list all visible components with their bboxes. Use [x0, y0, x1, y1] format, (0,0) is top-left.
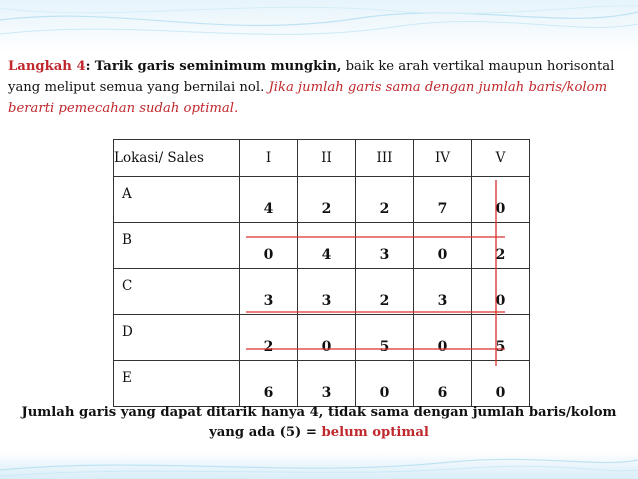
table-cell: 2	[356, 269, 414, 315]
table-cell: 2	[472, 223, 530, 269]
table-cell: 3	[356, 223, 414, 269]
table-row	[114, 177, 530, 223]
table-row	[114, 223, 530, 269]
conclusion-line-2	[12, 423, 626, 443]
table-cell: 0	[414, 315, 472, 361]
step-label: Langkah 4	[8, 59, 86, 74]
table-cell: 6	[240, 361, 298, 407]
step-italic-text: Jika jumlah garis sama dengan jumlah baris/kolom berarti pemecahan sudah optimal.	[8, 80, 608, 116]
column-header: II	[298, 140, 356, 177]
column-header: III	[356, 140, 414, 177]
table-cell: 3	[414, 269, 472, 315]
step-bold-text: Tarik garis seminimum mungkin,	[94, 59, 342, 74]
header-swirl-decoration	[0, 0, 638, 52]
conclusion-highlight: belum optimal	[321, 425, 429, 440]
table-cell: 0	[472, 269, 530, 315]
table-cell: 0	[414, 223, 472, 269]
table-row	[114, 315, 530, 361]
row-label: E	[114, 361, 240, 407]
step-colon: :	[85, 59, 91, 74]
table-cell: 3	[298, 361, 356, 407]
table-cell: 5	[356, 315, 414, 361]
column-header: V	[472, 140, 530, 177]
conclusion-line-1: Jumlah garis yang dapat ditarik hanya 4, tidak sama dengan jumlah baris/kolom	[21, 405, 617, 420]
column-header: IV	[414, 140, 472, 177]
conclusion-prefix: yang ada (5) =	[209, 425, 322, 440]
footer-swirl-decoration	[0, 452, 638, 479]
row-label: A	[114, 177, 240, 223]
table-cell: 2	[240, 315, 298, 361]
table-cell: 6	[414, 361, 472, 407]
assignment-matrix	[113, 139, 530, 407]
table-cell: 0	[356, 361, 414, 407]
row-label: B	[114, 223, 240, 269]
step-normal-text: baik ke arah vertikal maupun horisontal yang meliput semua yang bernilai nol.	[8, 59, 615, 95]
table-cell: 5	[472, 315, 530, 361]
row-label: D	[114, 315, 240, 361]
column-header: I	[240, 140, 298, 177]
table-row	[114, 361, 530, 407]
table-cell: 4	[240, 177, 298, 223]
step-instruction	[8, 56, 632, 119]
table-cell: 2	[356, 177, 414, 223]
table-cell: 7	[414, 177, 472, 223]
conclusion-text	[12, 403, 626, 443]
table-cell: 3	[240, 269, 298, 315]
table-cell: 3	[298, 269, 356, 315]
table-cell: 2	[298, 177, 356, 223]
table-cell: 0	[472, 361, 530, 407]
table-row	[114, 269, 530, 315]
table-header-row	[114, 140, 530, 177]
corner-label: Lokasi/ Sales	[114, 140, 240, 177]
table-cell: 4	[298, 223, 356, 269]
row-label: C	[114, 269, 240, 315]
table-cell: 0	[240, 223, 298, 269]
table-cell: 0	[472, 177, 530, 223]
table-cell: 0	[298, 315, 356, 361]
